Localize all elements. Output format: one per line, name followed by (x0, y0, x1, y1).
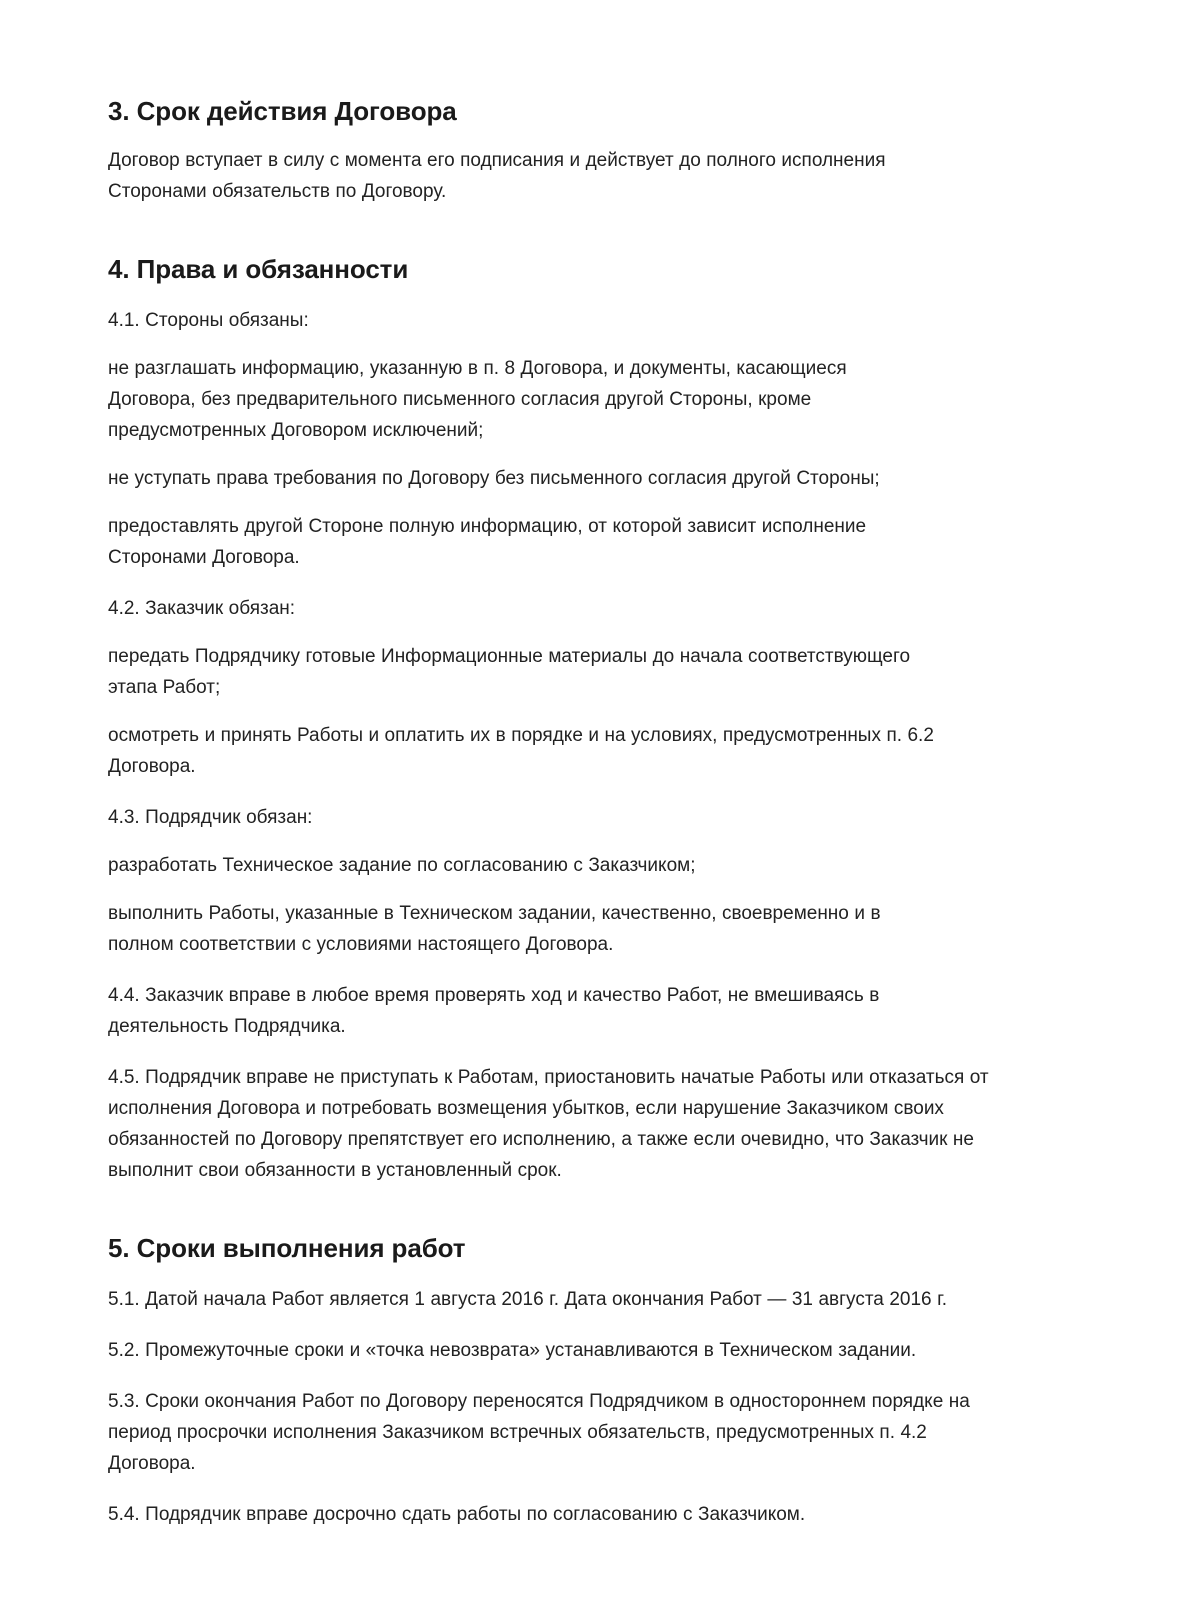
clause-5-1-wrap (108, 1284, 1008, 1315)
clause-5-2-wrap (108, 1335, 1008, 1366)
sub-item-4-1-c: предоставлять другой Стороне полную информацию, от которой зависит исполнение Сторонами Договора. (108, 516, 867, 568)
section-4-heading: 4. Права и обязанности (108, 254, 409, 284)
section-5-heading-block (108, 1232, 1008, 1264)
clause-5-4: 5.4. Подрядчик вправе досрочно сдать работы по согласованию с Заказчиком. (108, 1504, 806, 1525)
clause-4-4-wrap (108, 980, 1008, 1042)
clause-4-3: 4.3. Подрядчик обязан: (108, 807, 313, 828)
clause-5-3-wrap (108, 1386, 1008, 1479)
clause-5-3: 5.3. Сроки окончания Работ по Договору переносятся Подрядчиком в одностороннем порядке на период просрочки исполнения Заказчиком встречных обязательств, предусмотренных п. 4.2 Договора. (108, 1391, 970, 1474)
sub-item-4-3-b: выполнить Работы, указанные в Техническом задании, качественно, своевременно и в полном соответствии с условиями настоящего Договора. (108, 903, 881, 955)
sub-item-4-1-b-wrap (108, 463, 1008, 494)
sub-item-4-3-a: разработать Техническое задание по согласованию с Заказчиком; (108, 855, 696, 876)
sub-item-4-2-a: передать Подрядчику готовые Информационные материалы до начала соответствующего этапа Работ; (108, 646, 911, 698)
section-3-heading: 3. Срок действия Договора (108, 96, 457, 126)
section-3-paragraph-wrap (108, 145, 1008, 207)
sub-item-4-2-b: осмотреть и принять Работы и оплатить их в порядке и на условиях, предусмотренных п. 6.2 Договора. (108, 725, 934, 777)
sub-item-4-1-a-wrap (108, 353, 1008, 446)
sub-item-4-2-a-wrap (108, 641, 1008, 703)
section-5-heading: 5. Сроки выполнения работ (108, 1233, 466, 1263)
section-3-heading-block (108, 95, 1008, 127)
paragraph-3-1: Договор вступает в силу с момента его подписания и действует до полного исполнения Сторонами обязательств по Договору. (108, 150, 886, 202)
clause-5-2: 5.2. Промежуточные сроки и «точка невозврата» устанавливаются в Техническом задании. (108, 1340, 917, 1361)
sub-item-4-3-a-wrap (108, 850, 1008, 881)
clause-4-3-wrap (108, 802, 1008, 833)
clause-4-1: 4.1. Стороны обязаны: (108, 310, 309, 331)
section-4 (108, 253, 1008, 1186)
clause-4-5: 4.5. Подрядчик вправе не приступать к Работам, приостановить начатые Работы или отказаться от исполнения Договора и потребовать возмещения убытков, если нарушение Заказчиком своих обязанностей по Договору препятствует его исполнению, а также если очевидно, что Заказчик не выполнит свои обязанности в установленный срок. (108, 1067, 989, 1181)
clause-5-1: 5.1. Датой начала Работ является 1 августа 2016 г. Дата окончания Работ — 31 августа 2016 г. (108, 1289, 947, 1310)
section-3 (108, 95, 1008, 207)
clause-4-5-wrap (108, 1062, 1008, 1186)
sub-item-4-1-b: не уступать права требования по Договору без письменного согласия другой Стороны; (108, 468, 880, 489)
clause-4-2: 4.2. Заказчик обязан: (108, 598, 296, 619)
document-body (108, 95, 1008, 1530)
sub-item-4-3-b-wrap (108, 898, 1008, 960)
sub-item-4-1-a: не разглашать информацию, указанную в п. 8 Договора, и документы, касающиеся Договора, без предварительного письменного согласия другой Стороны, кроме предусмотренных Договором исключений; (108, 358, 847, 441)
clause-5-4-wrap (108, 1499, 1008, 1530)
sub-item-4-2-b-wrap (108, 720, 1008, 782)
clause-4-2-wrap (108, 593, 1008, 624)
section-5 (108, 1232, 1008, 1530)
clause-4-4: 4.4. Заказчик вправе в любое время проверять ход и качество Работ, не вмешиваясь в деятельность Подрядчика. (108, 985, 880, 1037)
sub-item-4-1-c-wrap (108, 511, 1008, 573)
section-4-heading-block (108, 253, 1008, 285)
clause-4-1-wrap (108, 305, 1008, 336)
